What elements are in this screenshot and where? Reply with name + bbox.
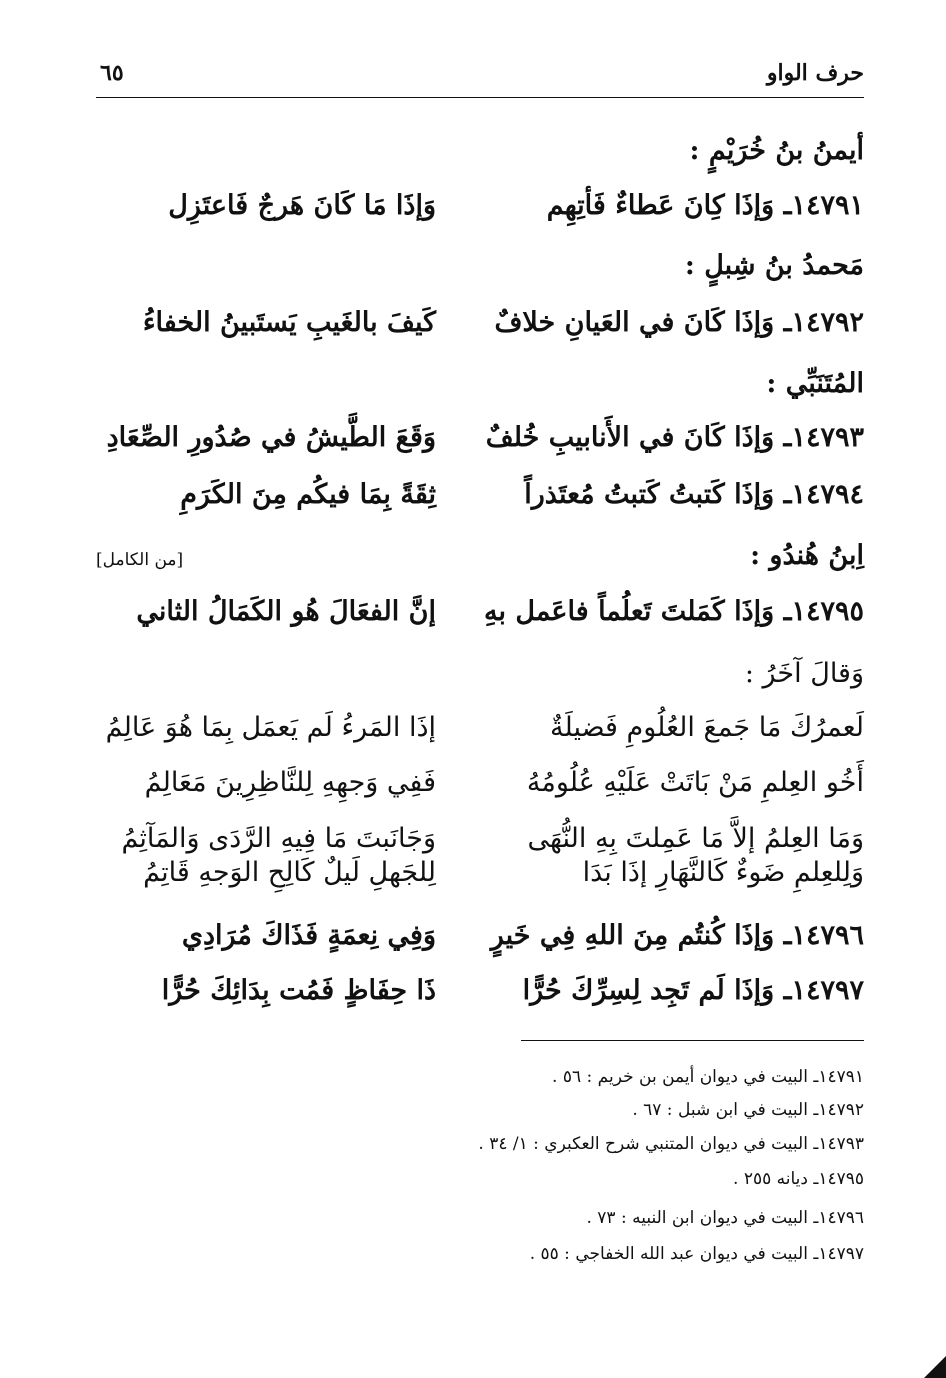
verse-second-hemistich: كَيفَ بالغَيبِ يَستَبينُ الخفاءُ [142, 307, 436, 338]
verse-second-hemistich: وَقَعَ الطَّيشُ في صُدُورِ الصِّعَادِ [106, 422, 436, 453]
verse-first-hemistich: أَخُو العِلمِ مَنْ بَاتَتْ عَلَيْهِ عُلُومُهُ [526, 767, 864, 798]
verse-first-hemistich: ١٤٧٩٦ـ وَإذَا كُنتُم مِنَ اللهِ فِي خَيرٍ [490, 920, 864, 951]
verse-line [96, 596, 864, 650]
verse-first-hemistich: ١٤٧٩٥ـ وَإذَا كَمَلتَ تَعلُماً فاعَمل بهِ [483, 596, 864, 627]
verse-first-hemistich: ١٤٧٩٣ـ وَإذَا كَانَ في الأَنابيبِ خُلفٌ [485, 422, 864, 453]
poet-heading: أيمنُ بنُ خُرَيْمٍ : [689, 135, 864, 166]
verse-second-hemistich: إنَّ الفعَالَ هُو الكَمَالُ الثاني [136, 596, 436, 627]
verse-line [96, 190, 864, 244]
verse-second-hemistich: لِلجَهلِ لَيلٌ كَالِحِ الوَجهِ قَاتِمُ [143, 857, 436, 888]
verse-second-hemistich: إذَا المَرءُ لَم يَعمَل بِمَا هُوَ عَالِمُ [105, 712, 436, 743]
footnote: ١٤٧٩٢ـ البيت في ابن شبل : ٦٧ . [632, 1100, 864, 1120]
verse-line [96, 857, 864, 911]
verse-line [96, 920, 864, 974]
header-rule [96, 97, 864, 98]
verse-second-hemistich: وَجَانَبتَ مَا فِيهِ الرَّدَى وَالمَآثِمُ [121, 823, 436, 854]
footnote-rule [521, 1040, 864, 1041]
footnote: ١٤٧٩٥ـ ديانه ٢٥٥ . [733, 1169, 864, 1189]
footnote: ١٤٧٩١ـ البيت في ديوان أيمن بن خريم : ٥٦ . [552, 1067, 864, 1087]
verse-line [96, 422, 864, 476]
verse-first-hemistich: لَعمرُكَ مَا جَمعَ العُلُومِ فَضيلَةٌ [550, 712, 864, 743]
footnote: ١٤٧٩٧ـ البيت في ديوان عبد الله الخفاجي : ٥٥ . [529, 1244, 864, 1264]
verse-first-hemistich: ١٤٧٩٧ـ وَإذَا لَم تَجِد لِسِرِّكَ حُرًّا [522, 975, 864, 1006]
verse-line [96, 307, 864, 361]
verse-second-hemistich: وَإذَا مَا كَانَ هَرجٌ فَاعتَزِل [168, 190, 436, 221]
verse-second-hemistich: ذَا حِفَاظٍ فَمُت بِدَائِكَ حُرًّا [161, 975, 436, 1006]
poet-heading: المُتَنَبِّي : [766, 368, 864, 399]
running-header-title: حرف الواو [766, 60, 864, 86]
verse-first-hemistich: وَمَا العِلمُ إلاَّ مَا عَمِلتَ بِهِ النُّهَى [527, 823, 864, 854]
verse-second-hemistich: فَفِي وَجهِهِ لِلنَّاظِرِينَ مَعَالِمُ [144, 767, 436, 798]
footnote: ١٤٧٩٦ـ البيت في ديوان ابن النبيه : ٧٣ . [586, 1208, 864, 1228]
verse-second-hemistich: وَفِي نِعمَةٍ فَذَاكَ مُرَادِي [181, 920, 436, 951]
verse-first-hemistich: ١٤٧٩٤ـ وَإذَا كَتبتُ كَتبتُ مُعتَذراً [524, 479, 864, 510]
verse-first-hemistich: ١٤٧٩٢ـ وَإذَا كَانَ في العَيانِ خلافٌ [494, 307, 864, 338]
page-corner-mark [924, 1356, 946, 1378]
verse-line [96, 767, 864, 821]
meter-label: [من الكامل] [96, 550, 184, 570]
verse-line [96, 479, 864, 533]
verse-line [96, 975, 864, 1029]
poet-heading: مَحمدُ بنُ شِبلٍ : [684, 250, 864, 281]
verse-line [96, 712, 864, 766]
footnote: ١٤٧٩٣ـ البيت في ديوان المتنبي شرح العكبري : ١/ ٣٤ . [478, 1134, 864, 1154]
verse-first-hemistich: وَلِلعِلمِ ضَوءٌ كَالنَّهَارِ إذَا بَدَا [582, 857, 864, 888]
page-number: ٦٥ [100, 60, 124, 86]
poet-heading: اِبنُ هُندُو : [750, 540, 864, 571]
verse-first-hemistich: ١٤٧٩١ـ وَإذَا كِانَ عَطاءٌ فَأتِهِم [546, 190, 864, 221]
verse-second-hemistich: ثِقَةً بِمَا فيكُم مِنَ الكَرَمِ [180, 479, 436, 510]
poet-heading: وَقالَ آخَرُ : [744, 658, 864, 689]
